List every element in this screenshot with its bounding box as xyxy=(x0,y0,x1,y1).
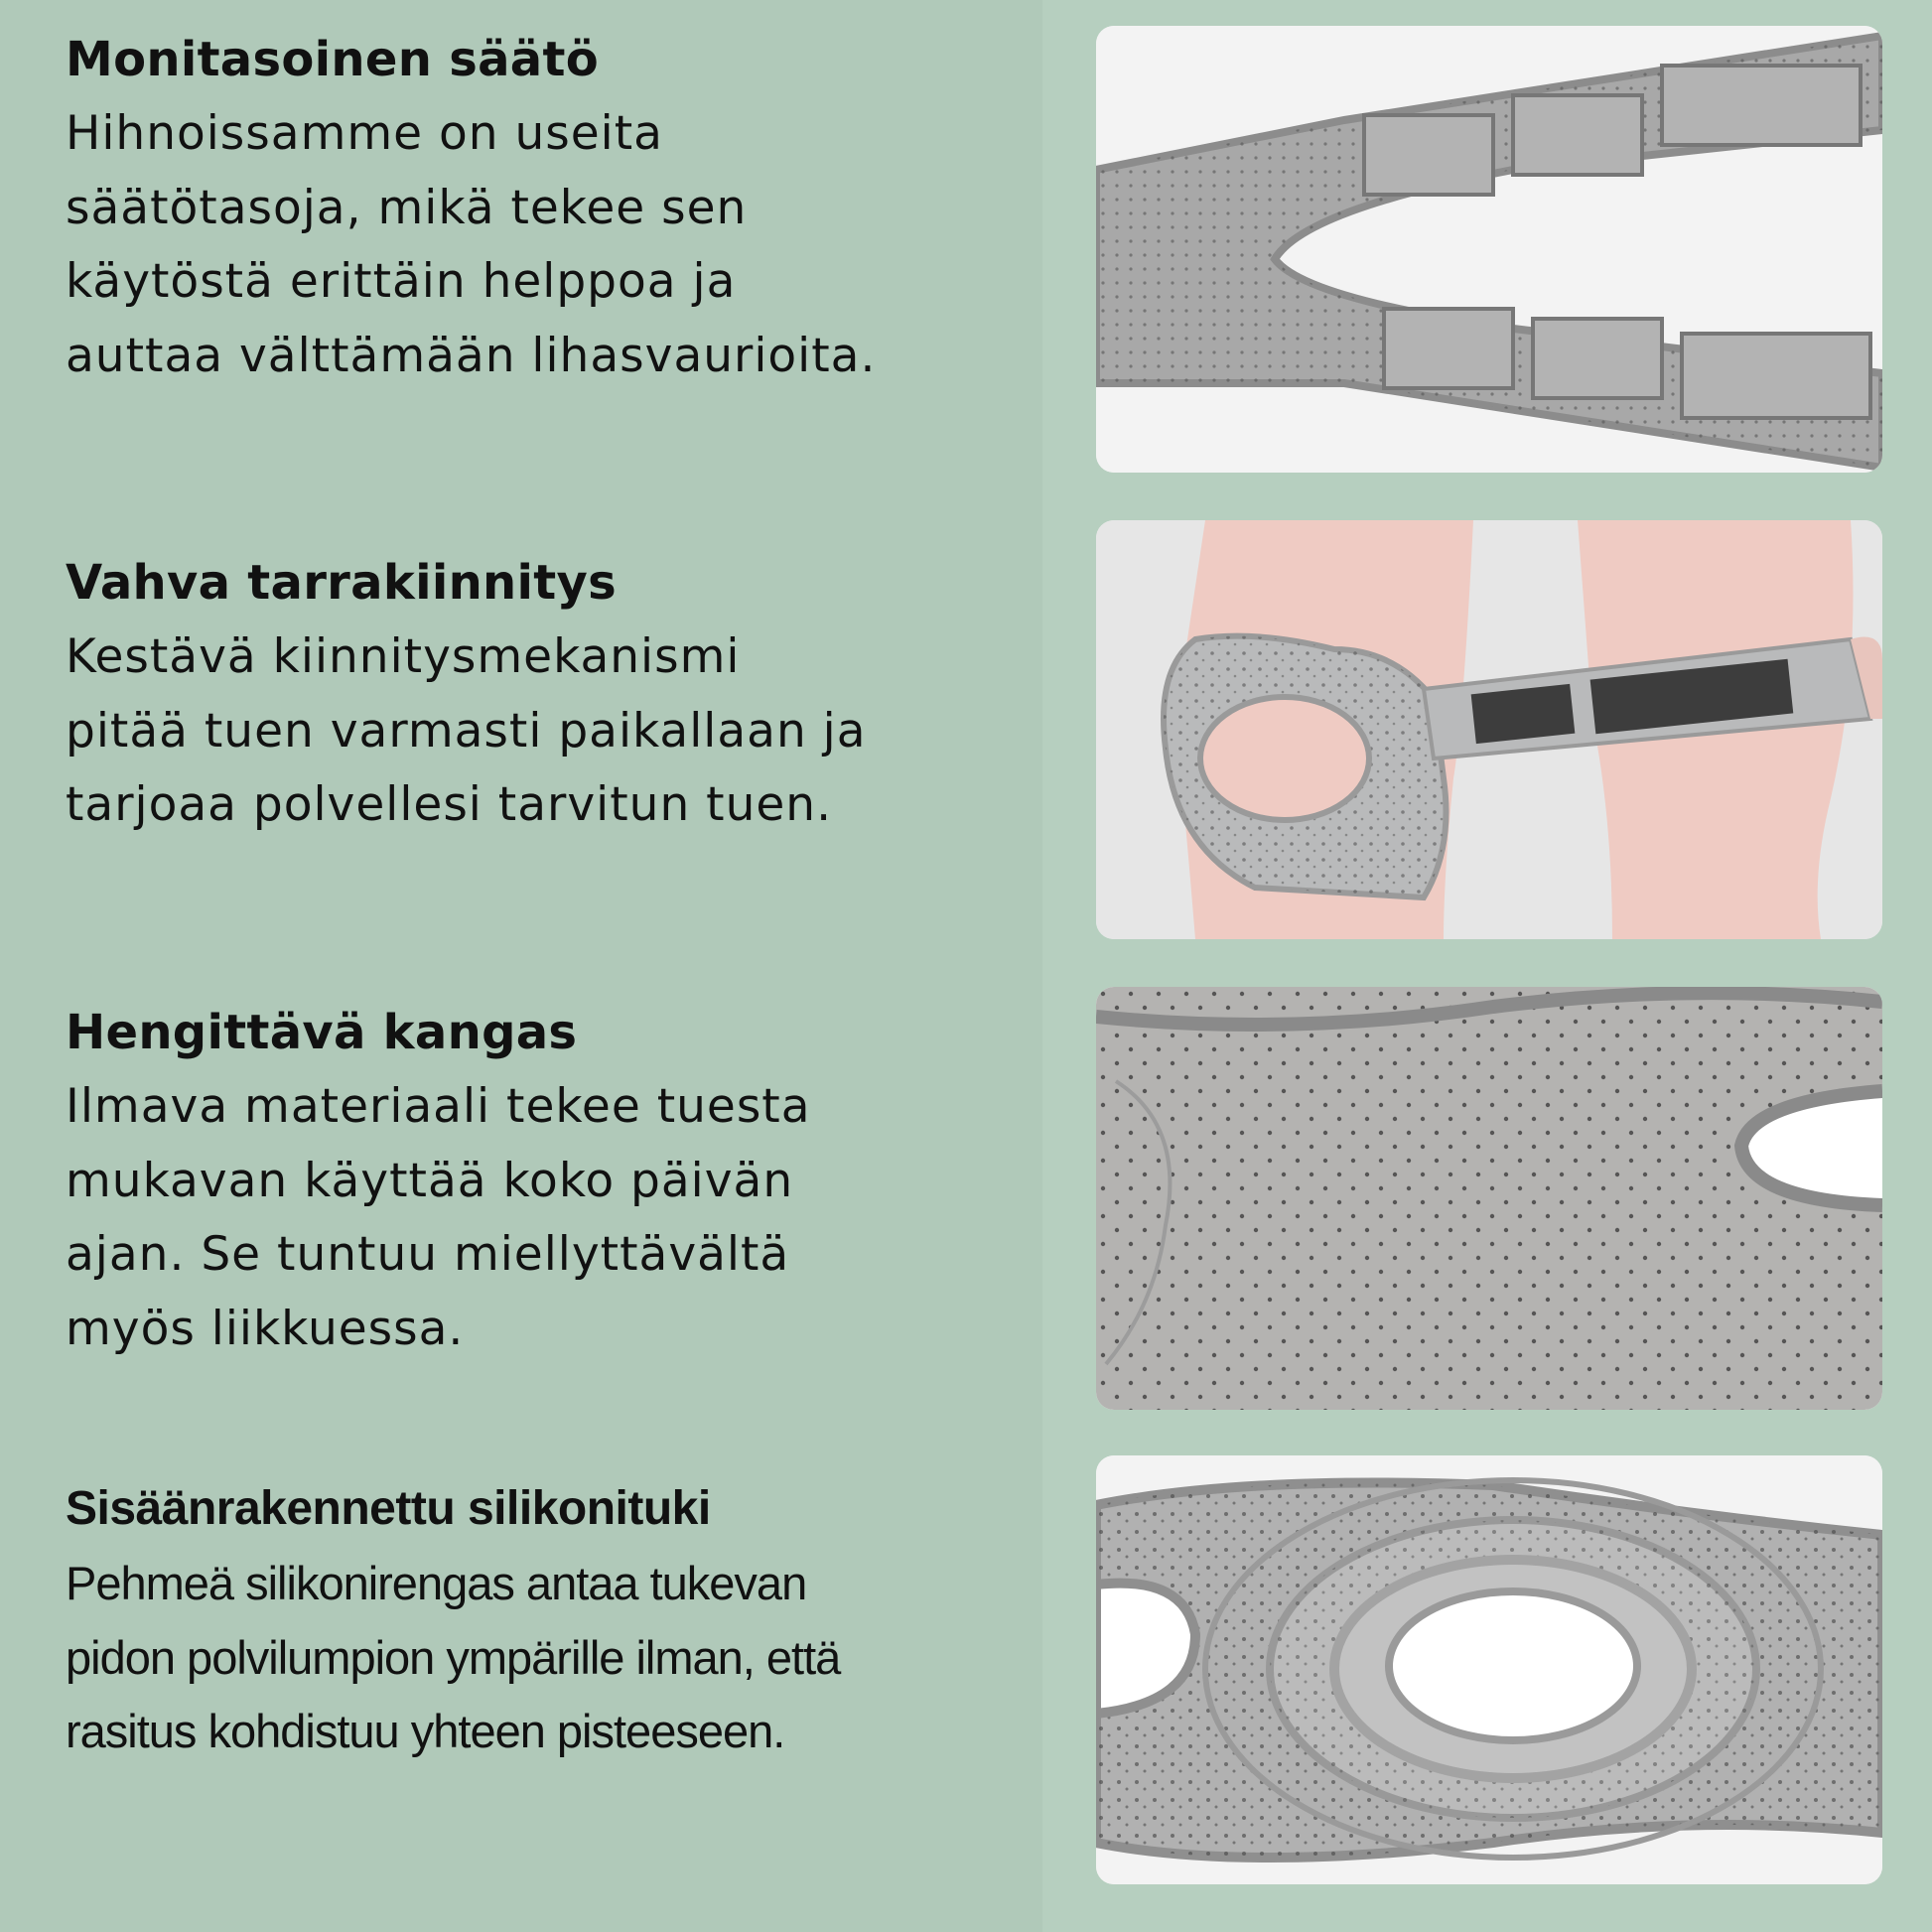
perforated-fabric-image xyxy=(1096,987,1882,1410)
feature-description xyxy=(66,97,959,393)
description-line: tarjoaa polvellesi tarvitun tuen. xyxy=(66,777,833,832)
description-line: käytöstä erittäin helppoa ja xyxy=(66,254,737,309)
feature-velcro xyxy=(66,553,959,843)
silicone-ring-image xyxy=(1096,1455,1882,1884)
feature-breathable xyxy=(66,1003,959,1366)
description-line: auttaa välttämään lihasvaurioita. xyxy=(66,328,877,383)
feature-title: Hengittävä kangas xyxy=(66,1005,578,1060)
description-line: pidon polvilumpion ympärille ilman, että xyxy=(66,1630,841,1684)
adjustable-strap-image xyxy=(1096,26,1882,473)
feature-silicone xyxy=(66,1479,959,1769)
description-line: rasitus kohdistuu yhteen pisteeseen. xyxy=(66,1705,785,1757)
description-line: säätötasoja, mikä tekee sen xyxy=(66,180,748,235)
feature-title: Sisäänrakennettu silikonituki xyxy=(66,1482,711,1535)
feature-title: Vahva tarrakiinnitys xyxy=(66,555,617,611)
feature-description xyxy=(66,1070,959,1366)
feature-description xyxy=(66,1547,959,1769)
description-line: myös liikkuessa. xyxy=(66,1301,465,1356)
feature-adjustment xyxy=(66,30,959,393)
feature-title: Monitasoinen säätö xyxy=(66,32,599,87)
feature-description xyxy=(66,621,959,843)
knee-brace-on-leg-image xyxy=(1096,520,1882,939)
description-line: ajan. Se tuntuu miellyttävältä xyxy=(66,1227,790,1282)
description-line: Pehmeä silikonirengas antaa tukevan xyxy=(66,1557,807,1609)
description-line: pitää tuen varmasti paikallaan ja xyxy=(66,703,867,759)
description-line: Kestävä kiinnitysmekanismi xyxy=(66,629,741,684)
description-line: Hihnoissamme on useita xyxy=(66,106,663,161)
description-line: mukavan käyttää koko päivän xyxy=(66,1153,794,1208)
description-line: Ilmava materiaali tekee tuesta xyxy=(66,1079,811,1134)
